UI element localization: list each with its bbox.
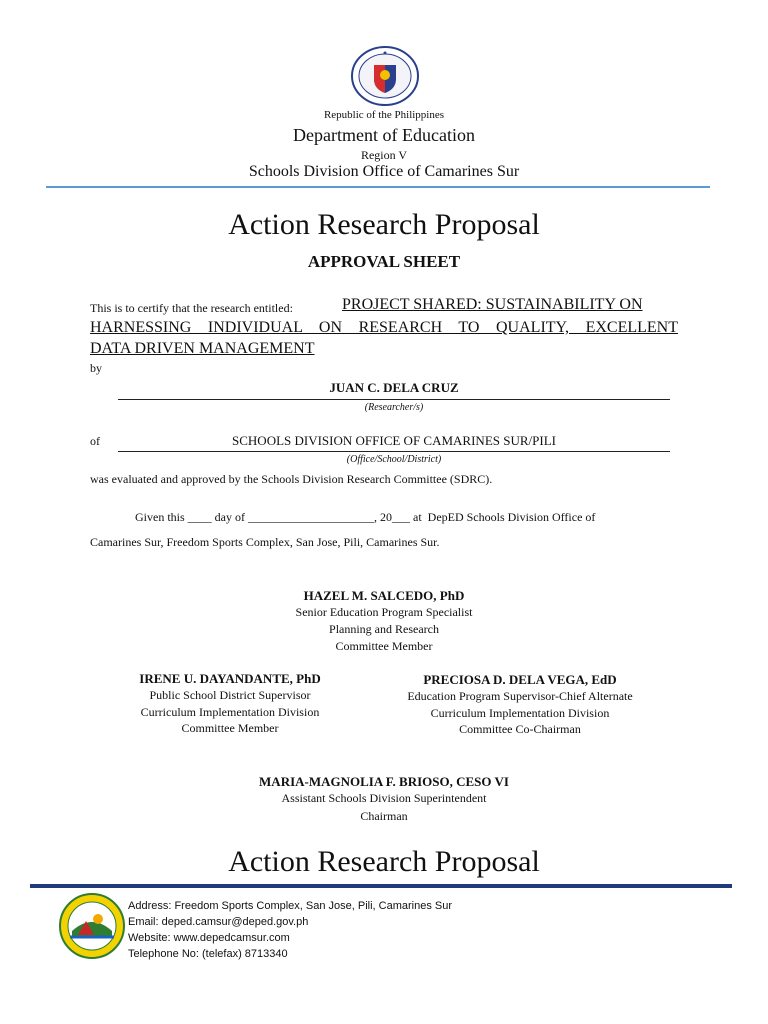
signatory-unit: Planning and Research xyxy=(329,622,439,636)
department-label: Department of Education xyxy=(293,125,475,145)
footer-telephone: Telephone No: (telefax) 8713340 xyxy=(128,948,288,960)
researcher-caption: (Researcher/s) xyxy=(364,402,424,413)
signatory-name: PRECIOSA D. DELA VEGA, EdD xyxy=(423,672,617,687)
signatory-role: Committee Co-Chairman xyxy=(459,722,581,736)
footer-email[interactable]: Email: deped.camsur@deped.gov.ph xyxy=(128,916,309,928)
research-title-line3: DATA DRIVEN MANAGEMENT xyxy=(90,340,315,357)
researcher-underline xyxy=(118,399,670,400)
page-title: Action Research Proposal xyxy=(228,208,540,241)
division-label: Schools Division Office of Camarines Sur xyxy=(248,163,520,180)
certify-intro: This is to certify that the research entitled: xyxy=(90,301,293,315)
footer-address: Address: Freedom Sports Complex, San Jose, Pili, Camarines Sur xyxy=(128,900,453,912)
deped-seal-icon xyxy=(350,45,420,107)
signatory-name: IRENE U. DAYANDANTE, PhD xyxy=(139,671,321,686)
office-underline xyxy=(118,451,670,452)
page-subtitle: APPROVAL SHEET xyxy=(307,252,461,271)
header-divider xyxy=(46,186,710,188)
footer-divider xyxy=(30,884,732,888)
signatory-unit: Curriculum Implementation Division xyxy=(430,706,610,720)
signatory-name: HAZEL M. SALCEDO, PhD xyxy=(303,588,465,603)
signatory-role: Chairman xyxy=(360,809,408,823)
signatory-name: MARIA-MAGNOLIA F. BRIOSO, CESO VI xyxy=(259,774,509,789)
research-title-line1: PROJECT SHARED: SUSTAINABILITY ON xyxy=(342,296,643,313)
signatory-position: Education Program Supervisor-Chief Alternate xyxy=(407,689,633,703)
evaluated-text: was evaluated and approved by the Schools Division Research Committee (SDRC). xyxy=(90,472,493,486)
footer-heading: Action Research Proposal xyxy=(228,845,540,878)
given-line1: Given this ____ day of _____________________, 20___ at DepED Schools Division Office of xyxy=(135,510,596,524)
by-label: by xyxy=(90,361,102,375)
signatory-role: Committee Member xyxy=(181,721,279,735)
signatory-position: Assistant Schools Division Superintendent xyxy=(281,791,487,805)
office-caption: (Office/School/District) xyxy=(346,454,442,465)
research-title-line2: HARNESSING INDIVIDUAL ON RESEARCH TO QUALITY, EXCELLENT xyxy=(90,319,678,336)
office-name: SCHOOLS DIVISION OFFICE OF CAMARINES SUR/PILI xyxy=(232,433,556,448)
division-seal-icon xyxy=(58,893,126,959)
given-line2: Camarines Sur, Freedom Sports Complex, San Jose, Pili, Camarines Sur. xyxy=(90,535,440,549)
of-label: of xyxy=(90,434,100,448)
signatory-role: Committee Member xyxy=(335,639,433,653)
signatory-position: Senior Education Program Specialist xyxy=(295,605,473,619)
region-label: Region V xyxy=(360,148,408,162)
signatory-position: Public School District Supervisor xyxy=(149,688,311,702)
researcher-name: JUAN C. DELA CRUZ xyxy=(329,380,459,395)
republic-label: Republic of the Philippines xyxy=(323,109,445,121)
footer-website[interactable]: Website: www.depedcamsur.com xyxy=(128,932,290,944)
signatory-unit: Curriculum Implementation Division xyxy=(140,705,320,719)
